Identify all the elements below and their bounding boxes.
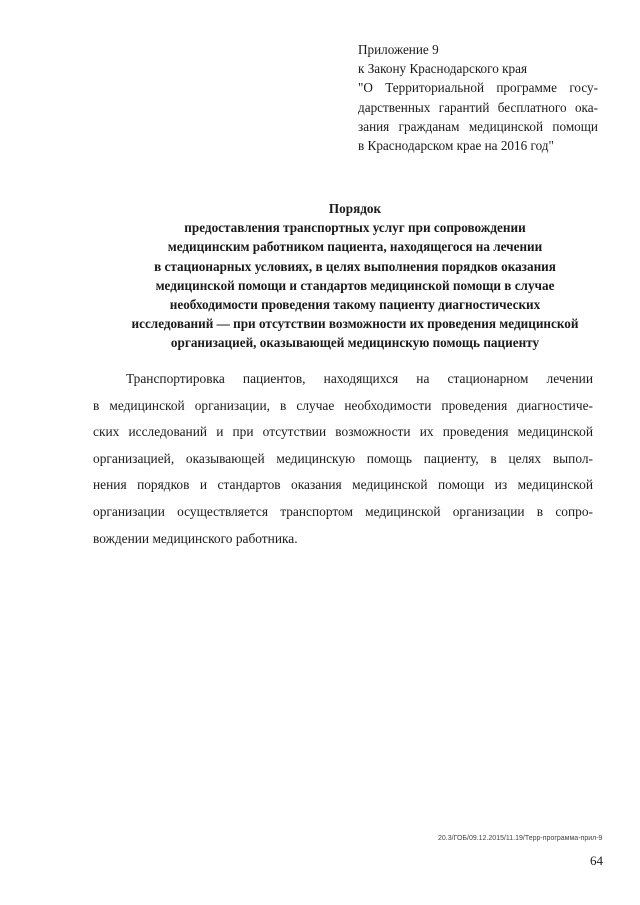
paragraph-line: нения порядков и стандартов оказания медицинской помощи из медицинской (93, 477, 593, 493)
title-line: медицинской помощи и стандартов медицинской помощи в случае (155, 277, 555, 293)
appendix-number: Приложение 9 (358, 42, 439, 57)
title-line: предоставления транспортных услуг при сопровождении (184, 220, 526, 236)
document-title (60, 199, 640, 353)
body-paragraph (93, 366, 593, 552)
appendix-law-title-line: "О Территориальной программе госу- (358, 80, 598, 96)
appendix-law-title-line: зания гражданам медицинской помощи (358, 118, 598, 134)
title-line: организацией, оказывающей медицинскую помощь пациенту (170, 335, 540, 351)
title-line: в стационарных условиях, в целях выполнения порядков оказания (154, 258, 556, 274)
paragraph-line: организацией, оказывающей медицинскую помощь пациенту, в целях выпол- (93, 450, 593, 466)
appendix-law-title-line: дарственных гарантий бесплатного ока- (358, 99, 598, 115)
paragraph-line: ских исследований и при отсутствии возможности их проведения медицинской (93, 424, 593, 440)
file-reference: 20.3/ГОБ/09.12.2015/11.19/Терр-программа-прил-9 (438, 835, 603, 842)
appendix-header (358, 40, 598, 155)
paragraph-line: Транспортировка пациентов, находящихся на стационарном лечении (126, 371, 593, 386)
paragraph-line: вождении медицинского работника. (93, 530, 298, 546)
title-line: исследований — при отсутствии возможности их проведения медицинской (131, 316, 579, 332)
page-number: 64 (590, 853, 603, 868)
appendix-law-title-line: в Краснодарском крае на 2016 год" (358, 138, 554, 154)
appendix-law-reference: к Закону Краснодарского края (358, 61, 528, 77)
paragraph-line: в медицинской организации, в случае необходимости проведения диагностиче- (93, 397, 593, 413)
title-heading: Порядок (328, 201, 382, 216)
title-line: медицинским работником пациента, находящегося на лечении (167, 239, 543, 255)
title-line: необходимости проведения такому пациенту диагностических (169, 297, 541, 313)
paragraph-line: организации осуществляется транспортом медицинской организации в сопро- (93, 503, 593, 519)
